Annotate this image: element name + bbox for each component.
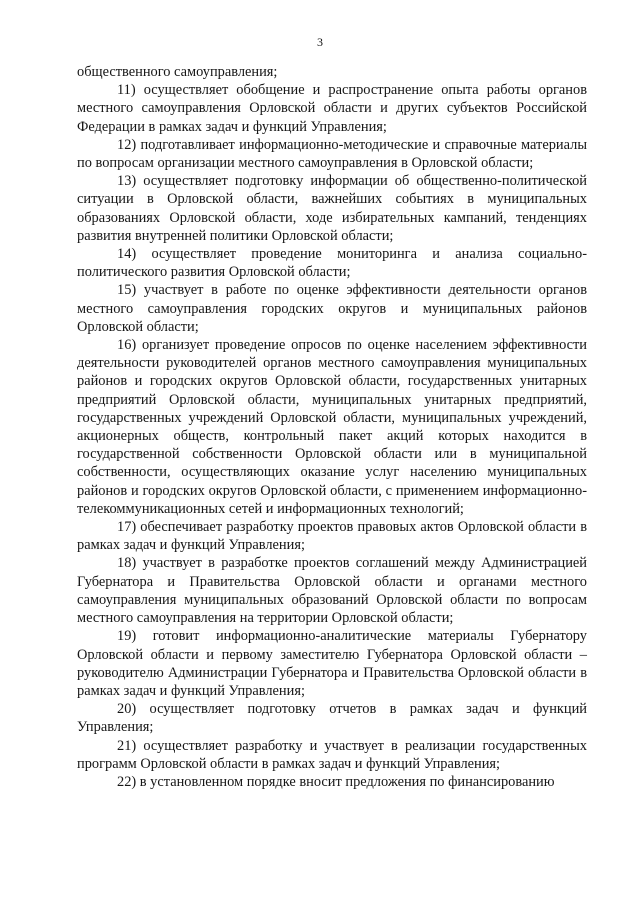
document-body	[77, 63, 587, 791]
paragraph-item-16: 16) организует проведение опросов по оценке населением эффективности деятельности руководителей органов местного самоуправления муниципальных районов и городских округов Орловской области, государственных унитарных предприятий Орловской области, муниципальных унитарных предприятий, государственных учреждений Орловской области, муниципальных учреждений, акционерных обществ, контрольный пакет акций которых находится в государственной собственности Орловской области или в муниципальной собственности, осуществляющих оказание услуг населению муниципальных районов и городских округов Орловской области, с применением информационно-телекоммуникационных сетей и информационных технологий;	[77, 337, 587, 517]
paragraph-item-12: 12) подготавливает информационно-методические и справочные материалы по вопросам организации местного самоуправления в Орловской области;	[77, 136, 587, 172]
paragraph-item-20: 20) осуществляет подготовку отчетов в рамках задач и функций Управления;	[77, 701, 587, 736]
paragraph-item-13: 13) осуществляет подготовку информации об общественно-политической ситуации в Орловской области, важнейших событиях в муниципальных образованиях Орловской области, ходе избирательных кампаний, тенденциях развития внутренней политики Орловской области;	[77, 173, 587, 244]
paragraph-item-11: 11) осуществляет обобщение и распространение опыта работы органов местного самоуправления Орловской области и других субъектов Российской Федерации в рамках задач и функций Управления;	[77, 82, 587, 135]
paragraph-item-15: 15) участвует в работе по оценке эффективности деятельности органов местного самоуправления городских округов и муниципальных районов Орловской области;	[77, 282, 587, 335]
paragraph-item-19: 19) готовит информационно-аналитические материалы Губернатору Орловской области и первому заместителю Губернатора Орловской области – руководителю Администрации Губернатора и Правительства Орловской области в рамках задач и функций Управления;	[77, 628, 587, 699]
paragraph-item-17: 17) обеспечивает разработку проектов правовых актов Орловской области в рамках задач и функций Управления;	[77, 519, 587, 554]
paragraph-item-18: 18) участвует в разработке проектов соглашений между Администрацией Губернатора и Правительства Орловской области и органами местного самоуправления муниципальных образований Орловской области по вопросам местного самоуправления на территории Орловской области;	[77, 555, 587, 627]
paragraph-item-21: 21) осуществляет разработку и участвует в реализации государственных программ Орловской области в рамках задач и функций Управления;	[77, 737, 587, 772]
page-number: 3	[317, 35, 323, 49]
paragraph-item-14: 14) осуществляет проведение мониторинга и анализа социально-политического развития Орловской области;	[77, 246, 587, 281]
paragraph-continuation: общественного самоуправления;	[77, 64, 278, 80]
paragraph-item-22: 22) в установленном порядке вносит предложения по финансированию	[117, 773, 555, 790]
